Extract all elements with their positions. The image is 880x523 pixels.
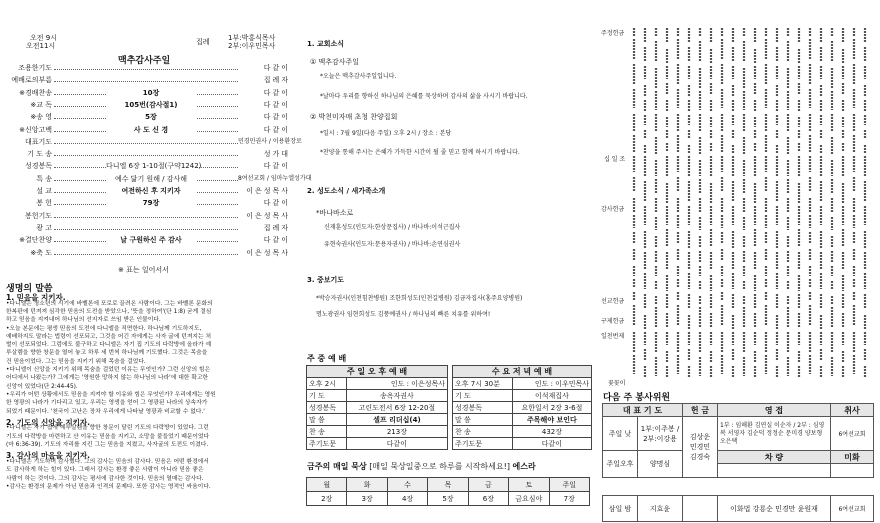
volunteers-table xyxy=(602,403,874,478)
order-note: ※ 표는 일어서서 xyxy=(118,266,169,274)
sermon-line: •다니엘은 기도하며 감사했다. 그의 감사는 믿음의 감사다. 믿음은 어떤 환경에서 xyxy=(6,458,209,465)
welcome-cell: 이화법 강룡순 민경만 윤원재 xyxy=(718,496,831,522)
cell: 213장 xyxy=(346,426,447,438)
order-person: 다같이 xyxy=(263,64,290,72)
table-title: 주 일 오 후 예 배 xyxy=(307,366,448,378)
sermon-line: •다니엘은 청소년의 시기에 바벨론에 포로로 끌려온 사람이다. 그는 바벨론 문화의 xyxy=(6,300,213,307)
notice-line: *일시 : 7월 9일(다음 주일) 오후 2시 / 장소 : 본당 xyxy=(320,130,452,137)
order-label: ※신앙고백 xyxy=(19,125,52,134)
order-content: 다니엘 6장 1-10절(구약1242) xyxy=(106,162,202,171)
cell: 말 씀 xyxy=(307,414,347,426)
cook-cell xyxy=(831,464,874,478)
cell: 인도 : 이우민목사 xyxy=(512,378,591,390)
order-row xyxy=(6,198,296,208)
chapter-cell: 6장 xyxy=(468,492,508,506)
order-label: ※축 도 xyxy=(30,248,52,257)
order-label: 조용한기도 xyxy=(18,64,52,72)
order-row xyxy=(6,161,296,171)
dot-leader xyxy=(54,229,238,230)
sermon-line: 한 영광의 나라가 기다리고 있고, 우리는 영생을 얻어 그 영광된 나라의 상속자가 xyxy=(6,400,208,407)
sunday-pm-table xyxy=(306,365,448,450)
order-person: 이은성목사 xyxy=(246,187,290,195)
cell: 인도 : 이은성목사 xyxy=(346,378,447,390)
order-row xyxy=(6,248,296,258)
order-person: 이은성목사 xyxy=(246,211,290,220)
order-content: 105번(감사절1) xyxy=(106,100,196,110)
order-content: 예수 닮기 원해 / 감사해 xyxy=(106,174,196,184)
member-line: 신재훈성도(인도자:한상문집사) / 바나바:이석근집사 xyxy=(324,224,461,231)
order-label: ※교 독 xyxy=(30,100,52,109)
prayer-cell: 1부:이주봉 / 2부:이강용 xyxy=(638,417,683,451)
slot-label: 삼일 밤 xyxy=(603,496,638,522)
order-content: 사 도 신 경 xyxy=(106,125,196,135)
order-person: 다같이 xyxy=(263,100,290,109)
cell: 송옥자권사 xyxy=(346,390,447,402)
wednesday-pm-table xyxy=(452,365,592,450)
cell: 말 씀 xyxy=(453,414,513,426)
order-row xyxy=(6,88,296,98)
dot-leader xyxy=(54,155,238,156)
order-content: 5장 xyxy=(106,112,196,122)
sermon-line: •감사는 환경의 문제가 아닌 믿음과 인격의 문제다. 또한 감사는 영적인 싸움이다. xyxy=(6,483,211,490)
order-row xyxy=(6,235,296,245)
cook-cell: 6여선교회 xyxy=(831,417,874,451)
sub-title: *바나바소로 xyxy=(316,209,354,217)
welcome-cell xyxy=(718,464,831,478)
leader-label: 집례 xyxy=(196,38,210,46)
service-time: 오전11시 xyxy=(26,42,56,50)
sermon-line: 되었기 때문이다. '천국이 고난은 장차 우리에게 나타날 영광과 비교할 수 없다.' xyxy=(6,408,205,415)
volunteers-title: 다음 주 봉사위원 xyxy=(603,393,671,403)
offering-category: 구제헌금 xyxy=(601,318,625,325)
sermon-point: 2. 기도의 신앙을 지키자. xyxy=(6,417,90,427)
order-label: ※송 영 xyxy=(30,113,52,122)
col-header: 미화 xyxy=(831,451,874,464)
day-cell: 수 xyxy=(387,478,427,492)
cell: 찬 송 xyxy=(307,426,347,438)
sermon-line: (마 6:36-39). 기도의 자리를 지킨 그는 믿음을 지켰고, 사자굴의 도전도 이겼다. xyxy=(6,442,209,448)
dot-leader xyxy=(54,254,238,255)
leader-name: 2부:이우민목사 xyxy=(228,42,276,50)
chapter-cell: 5장 xyxy=(428,492,468,506)
order-content: 날 구원하신 주 감사 xyxy=(106,235,196,245)
prayer-line: *박승자권사(인천힘찬병원) 조한희성도(인천길병원) 김금자집사(홍주요양병원) xyxy=(316,295,523,302)
order-row xyxy=(6,174,312,184)
col-header: 대 표 기 도 xyxy=(603,404,683,417)
prayer-line: 명노광권사 임현희성도 김풍예권사 / 하나님의 빠른 치유를 위하여! xyxy=(316,311,491,318)
section-title: 3. 중보기도 xyxy=(307,276,345,284)
order-person: 민경민권사 / 이용환장로 xyxy=(238,137,302,145)
sermon-point: 1. 믿음을 지키자. xyxy=(6,293,66,302)
sermon-line: 하고 믿음을 지켜내어 하나님의 선지자로 쓰임 받은 인물이다. xyxy=(6,317,161,324)
dot-leader xyxy=(54,143,238,144)
offering-cell xyxy=(683,417,718,478)
table-title: 수 요 저 녁 예 배 xyxy=(453,366,592,378)
welcome-cell: 1부 : 임해환 김연실 이순자 / 2부 : 심영복 서영자 김순덕 정정순 문미경 양보형 오은택 xyxy=(718,417,831,451)
sermon-line: 기도의 다락방을 마련하고 산 이유는 믿음을 지키고, 소망을 붙들었기 때문이었다 xyxy=(6,433,210,440)
order-label: 봉 헌 xyxy=(36,199,52,208)
order-row xyxy=(6,149,296,159)
cell: 찬 송 xyxy=(453,426,513,438)
order-label: 예배로의부름 xyxy=(11,76,52,85)
meditation-book: 에스라 xyxy=(512,462,536,471)
chapter-cell: 3장 xyxy=(347,492,387,506)
offering-name-columns xyxy=(630,26,870,388)
order-label: ※결단찬양 xyxy=(19,236,52,245)
sermon-title: 생명의 말씀 xyxy=(6,284,53,294)
order-person: 8여선교회 / 임마누엘성가대 xyxy=(238,174,312,182)
order-row xyxy=(6,112,296,122)
sermon-line: •다니엘이 신앙을 지키기 위해 목숨을 걸었던 이유는 무엇인가? 그런 신앙의 힘은 xyxy=(6,367,211,373)
chapter-cell: 2장 xyxy=(307,492,347,506)
cell: 주기도문 xyxy=(307,438,347,450)
service-title: 맥추감사주일 xyxy=(118,56,171,66)
slot-label: 주일오후 xyxy=(603,451,638,478)
sermon-line: •우리가 어떤 상황에서도 믿음을 지켜야 할 이유와 힘은 무엇인가? 우리에게는 영원 xyxy=(6,391,216,398)
cell: 성경봉독 xyxy=(307,402,347,414)
order-person: 다같이 xyxy=(263,162,290,171)
sermon-point: 3. 감사의 마음을 지키자. xyxy=(6,451,90,461)
cell: 기 도 xyxy=(453,390,513,402)
sermon-line: 어디에서 나왔는가? 그에게는 '영원한 망하지 않는 하나님의 나라'에 대한 확고한 xyxy=(6,375,209,382)
meditation-note: [매일 묵상일중으로 하루를 시작하세요!] xyxy=(369,462,510,471)
order-row xyxy=(6,125,296,135)
order-person: 다같이 xyxy=(263,236,290,245)
offering-name: 민경민 xyxy=(689,443,711,451)
col-header: 헌 금 xyxy=(683,404,718,417)
order-row xyxy=(6,137,302,147)
cell: 432장 xyxy=(512,426,591,438)
dot-leader xyxy=(54,81,238,82)
order-person: 다같이 xyxy=(263,199,290,208)
sermon-line: 루살렘을 향한 창문을 열어 놓고 하루 세 번씩 하나님께 기도했다. 그것은 목숨을 xyxy=(6,350,208,357)
order-content: 79장 xyxy=(106,198,196,208)
cell: 기 도 xyxy=(307,390,347,402)
chapter-cell: 7장 xyxy=(549,492,589,506)
order-person: 다같이 xyxy=(263,113,290,122)
notice-head: ① 맥추감사주일 xyxy=(310,58,360,66)
sermon-line: 건 믿음이었다. 그는 믿음을 지키기 위해 목숨을 걸었다. xyxy=(6,358,146,365)
chapter-cell: 금요심야 xyxy=(509,492,549,506)
cell: 주기도문 xyxy=(453,438,513,450)
volunteers-table-night xyxy=(602,495,874,522)
col-header: 취사 xyxy=(831,404,874,417)
section-title: 2. 성도소식 / 새가족소개 xyxy=(307,187,386,195)
service-time: 오전 9시 xyxy=(30,34,57,42)
offering-category: 감사헌금 xyxy=(601,206,625,213)
member-line: 유현숙권사(인도자:문용자권사) / 바나바:손연심권사 xyxy=(324,241,461,248)
order-person: 성가대 xyxy=(263,150,290,159)
order-label: 설 교 xyxy=(36,187,52,195)
meditation-table xyxy=(306,477,590,506)
offering-category: 주정헌금 xyxy=(601,30,625,37)
sermon-line: •다니엘은 자기 집에 예루살렘을 향한 창문이 달린 기도의 다락방이 있었다. 그런 xyxy=(6,425,209,432)
day-cell: 금 xyxy=(468,478,508,492)
day-cell: 월 xyxy=(307,478,347,492)
order-label: 광 고 xyxy=(36,223,52,232)
cell: 성경봉독 xyxy=(453,402,513,414)
cell: 요한일서 2장 3-6절 xyxy=(512,402,591,414)
col-header: 영 접 xyxy=(718,404,831,417)
order-row xyxy=(6,186,296,196)
day-cell: 주일 xyxy=(549,478,589,492)
day-cell: 목 xyxy=(428,478,468,492)
order-content: 여전하신 후 지키자 xyxy=(106,186,196,196)
order-content: 10장 xyxy=(106,88,196,98)
cook-cell: 6여선교회 xyxy=(831,496,874,522)
cell: 오후 7시 30분 xyxy=(453,378,513,390)
offering-cell xyxy=(683,496,718,522)
chapter-cell: 4장 xyxy=(387,492,427,506)
cell: 오후 2시 xyxy=(307,378,347,390)
sermon-line: 신앙이 있었다(단 2:44-45). xyxy=(6,383,78,390)
dot-leader xyxy=(54,69,238,70)
dot-leader xyxy=(54,217,238,218)
meditation-title: 금주의 매일 묵상 xyxy=(307,462,367,471)
cell: 이석재집사 xyxy=(512,390,591,402)
sermon-line: 예배하지도 말라는 법령이 선포되고, 그것을 어긴 자에게는 사자 굴에 던져지는 처 xyxy=(6,333,212,340)
cell: 다같이 xyxy=(346,438,447,450)
cell: 주목해야 보인다 xyxy=(512,414,591,426)
prayer-cell: 지효윤 xyxy=(638,496,683,522)
notice-head: ② 박천미자매 초청 찬양집회 xyxy=(310,113,398,121)
order-label: 기 도 송 xyxy=(27,150,52,159)
sermon-line: 사람이 하는 것이다. 그의 감사는 평서에 감사한 것이다. 믿음의 열매는 감사다. xyxy=(6,475,204,482)
meditation-header xyxy=(307,462,536,471)
order-row xyxy=(6,223,296,233)
order-label: 대표기도 xyxy=(24,137,52,146)
order-person: 집례자 xyxy=(263,223,290,232)
order-row xyxy=(6,63,296,73)
notice-line: *날마다 우리를 향하신 하나님의 은혜를 묵상하며 감사의 삶을 사시기 바랍니다. xyxy=(320,93,528,100)
offering-name: 김상운 xyxy=(689,433,711,441)
sermon-line: 벌이 선포되었다. 그럼에도 불구하고 다니엘은 자기 집 기도의 다락방에 올라가 예 xyxy=(6,342,212,349)
order-label: 특 송 xyxy=(36,174,52,183)
prayer-cell: 양명심 xyxy=(638,451,683,478)
order-person: 다같이 xyxy=(263,88,290,97)
leader-name: 1부:박홍식목사 xyxy=(228,34,276,42)
offering-category: 꽃꽂이 xyxy=(608,380,626,387)
offering-category: 십 일 조 xyxy=(604,156,626,163)
day-cell: 화 xyxy=(347,478,387,492)
order-label: 봉헌기도 xyxy=(24,211,52,220)
order-label: ※경배찬송 xyxy=(19,88,52,97)
weekly-title: 주 중 예 배 xyxy=(307,354,347,363)
order-person: 다같이 xyxy=(263,125,290,134)
order-label: 성경봉독 xyxy=(24,162,52,171)
order-person: 집례자 xyxy=(263,76,290,85)
sermon-line: 도 감사하게 하는 힘이 있다. 그래서 감사는 환경 좋은 사람이 아니라 믿음 좋은 xyxy=(6,467,204,474)
sermon-line: 한복판에 던져져 심각한 믿음의 도전을 받았으나, '뜻을 정하여'(단 1:8) 굳게 결심 xyxy=(6,308,212,315)
col-header: 차 량 xyxy=(718,451,831,464)
day-cell: 토 xyxy=(509,478,549,492)
offering-name: 김경숙 xyxy=(689,453,711,461)
order-row xyxy=(6,75,296,85)
cell: 고린도전서 6장 12-20절 xyxy=(346,402,447,414)
order-person: 이은성목사 xyxy=(246,248,290,257)
notice-line: *오늘은 맥추감사주일입니다. xyxy=(320,73,397,80)
offering-category: 선교헌금 xyxy=(601,298,625,305)
order-row xyxy=(6,211,296,221)
order-row xyxy=(6,100,296,110)
cell: 다같이 xyxy=(512,438,591,450)
cell: 셀프 리더십(4) xyxy=(346,414,447,426)
section-title: 1. 교회소식 xyxy=(307,40,345,48)
offering-category: 일천번제 xyxy=(601,333,625,340)
sermon-line: •오늘 본문에는 평생 믿음의 도전에 다니엘을 직면한다. 하나님께 기도하지도, xyxy=(6,325,202,332)
notice-line: *찬양을 통해 주시는 은혜가 가득한 시간이 될 줄 믿고 함께 하시기 바랍니다. xyxy=(320,149,520,156)
slot-label: 주일 낮 xyxy=(603,417,638,451)
